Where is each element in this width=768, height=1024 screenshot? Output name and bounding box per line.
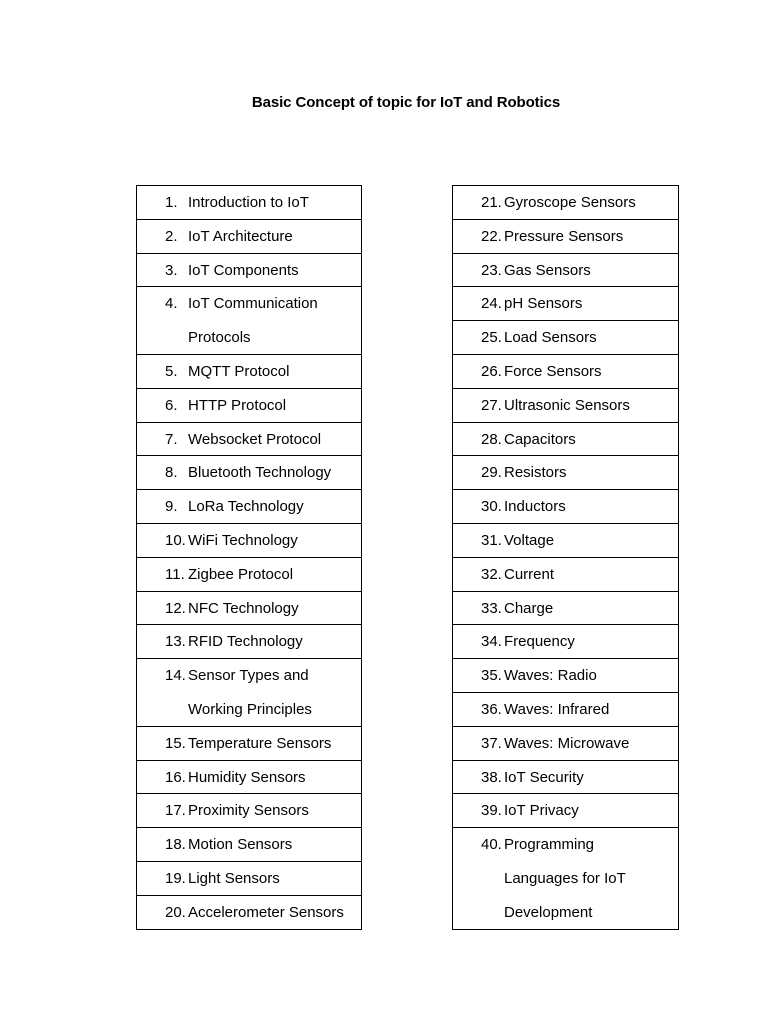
topic-row [137,186,361,220]
topic-text: Gyroscope Sensors [504,194,636,211]
topic-row [137,220,361,254]
topic-number: 23. [481,261,502,279]
topic-row [453,659,678,693]
topic-number: 3. [165,261,178,279]
topic-row [453,693,678,727]
topic-text: Motion Sensors [188,836,293,854]
topic-text: Zigbee Protocol [188,565,294,583]
topic-row [453,254,678,288]
topic-row [137,558,361,592]
topic-number: 5. [165,362,178,380]
topic-number: 21. [481,194,502,211]
topic-number: 36. [481,700,502,718]
topic-number: 34. [481,633,502,651]
topic-row [137,896,361,930]
topic-number: 33. [481,599,502,617]
topic-text: NFC Technology [188,599,299,617]
topic-row [137,659,361,727]
topic-number: 29. [481,464,502,482]
topic-text: WiFi Technology [188,531,298,549]
topic-row [137,355,361,389]
topic-number: 14. [165,667,186,685]
topic-number: 13. [165,633,186,651]
topic-number: 27. [481,396,502,414]
topic-number: 7. [165,430,178,448]
topic-text: Frequency [504,633,575,651]
topic-text: Resistors [504,464,567,482]
topic-text: Inductors [504,498,566,516]
topic-text: Gas Sensors [504,261,591,279]
topic-text: Ultrasonic Sensors [504,396,630,414]
topic-text: IoT Components [188,261,299,279]
topic-row [453,592,678,626]
topic-number: 15. [165,734,186,752]
topic-text: Waves: Radio [504,667,597,685]
topic-number: 10. [165,531,186,549]
topic-text: Programming Languages for IoT Development [504,836,626,921]
topic-row [137,625,361,659]
topic-number: 16. [165,768,186,786]
topic-text: Current [504,565,555,583]
topic-text: Accelerometer Sensors [188,903,344,921]
topic-number: 6. [165,396,178,414]
topic-number: 32. [481,565,502,583]
topic-number: 2. [165,227,178,245]
topic-text: Proximity Sensors [188,802,309,820]
topic-number: 19. [165,869,186,887]
topic-row [453,727,678,761]
topic-number: 11. [165,565,185,583]
topic-text: IoT Communication Protocols [188,295,318,347]
topic-row [453,828,678,929]
topic-text: Load Sensors [504,329,597,347]
topic-text: Temperature Sensors [188,734,332,752]
topic-row [137,862,361,896]
topic-row [137,389,361,423]
topic-text: Humidity Sensors [188,768,306,786]
topic-number: 4. [165,295,178,313]
topic-table-right [452,185,679,930]
topic-text: Introduction to IoT [188,194,309,211]
topic-row [453,490,678,524]
topic-row [137,524,361,558]
topic-text: pH Sensors [504,295,583,313]
topic-row [137,761,361,795]
topic-number: 12. [165,599,186,617]
topic-number: 39. [481,802,502,820]
topic-number: 22. [481,227,502,245]
topic-text: HTTP Protocol [188,396,287,414]
topic-row [453,186,678,220]
topic-number: 26. [481,362,502,380]
topic-text: Waves: Microwave [504,734,630,752]
topic-number: 38. [481,768,502,786]
topic-row [137,592,361,626]
topic-text: Bluetooth Technology [188,464,332,482]
topic-row [453,761,678,795]
topic-number: 25. [481,329,502,347]
topic-text: MQTT Protocol [188,362,290,380]
topic-row [453,355,678,389]
topic-number: 17. [165,802,186,820]
topic-text: IoT Security [504,768,584,786]
topic-row [453,321,678,355]
topic-text: Light Sensors [188,869,280,887]
topic-row [453,558,678,592]
topic-row [137,287,361,355]
topic-number: 20. [165,903,186,921]
topic-number: 8. [165,464,178,482]
topic-table-left [136,185,362,930]
topic-text: Waves: Infrared [504,700,610,718]
topic-number: 18. [165,836,186,854]
topic-row [137,490,361,524]
topic-row [137,794,361,828]
topic-text: Capacitors [504,430,576,448]
topic-row [453,524,678,558]
topic-text: LoRa Technology [188,498,304,516]
topic-row [453,456,678,490]
document-title: Basic Concept of topic for IoT and Robotics [251,94,561,111]
topic-row [453,625,678,659]
topic-number: 28. [481,430,502,448]
topic-row [137,828,361,862]
topic-row [453,794,678,828]
topic-number: 31. [481,531,502,549]
topic-number: 24. [481,295,502,313]
topic-number: 37. [481,734,502,752]
topic-number: 30. [481,498,502,516]
topic-text: Force Sensors [504,362,602,380]
topic-text: Pressure Sensors [504,227,624,245]
topic-row [137,456,361,490]
topic-row [453,220,678,254]
topic-text: Websocket Protocol [188,430,322,448]
topic-number: 9. [165,498,178,516]
topic-text: Voltage [504,531,555,549]
topic-text: IoT Privacy [504,802,579,820]
topic-number: 40. [481,836,502,854]
topic-row [453,423,678,457]
topic-row [453,389,678,423]
topic-text: Sensor Types and Working Principles [188,667,312,718]
topic-row [453,287,678,321]
topic-text: Charge [504,599,554,617]
topic-row [137,254,361,288]
topic-number: 35. [481,667,502,685]
topic-row [137,423,361,457]
topic-text: RFID Technology [188,633,303,651]
topic-row [137,727,361,761]
topic-text: IoT Architecture [188,227,293,245]
topic-number: 1. [165,194,178,211]
